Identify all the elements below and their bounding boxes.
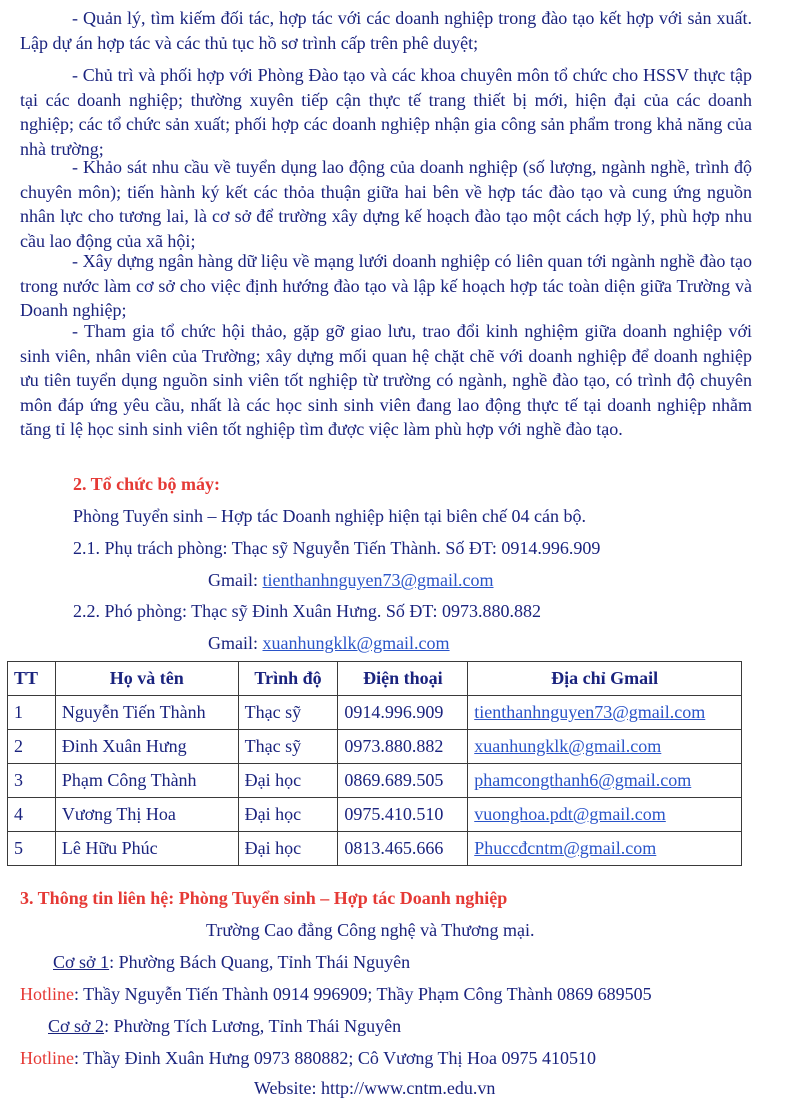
campus-2-address: : Phường Tích Lương, Tỉnh Thái Nguyên bbox=[104, 1016, 402, 1036]
staff-table bbox=[7, 661, 742, 866]
cell-phone: 0973.880.882 bbox=[338, 730, 468, 764]
duty-paragraph-4: - Xây dựng ngân hàng dữ liệu về mạng lưới doanh nghiệp có liên quan tới ngành nghề đào tạo trong nước làm cơ sở cho việc định hướng đào tạo và lập kế hoạch hợp tác toàn diện giữa Trường và Doanh nghiệp; bbox=[20, 251, 752, 321]
hotline-2-label: Hotline bbox=[20, 1048, 74, 1068]
cell-phone: 0869.689.505 bbox=[338, 764, 468, 798]
campus-2-label: Cơ sở 2 bbox=[48, 1016, 105, 1036]
cell-degree: Đại học bbox=[238, 798, 338, 832]
deputy-gmail-line bbox=[208, 633, 450, 654]
table-row bbox=[8, 764, 742, 798]
hotline-1-text: : Thầy Nguyễn Tiến Thành 0914 996909; Thầy Phạm Công Thành 0869 689505 bbox=[74, 984, 652, 1004]
cell-name: Lê Hữu Phúc bbox=[55, 832, 238, 866]
section-3-heading: 3. Thông tin liên hệ: Phòng Tuyển sinh – Hợp tác Doanh nghiệp bbox=[20, 888, 508, 908]
gmail-label: Gmail: bbox=[208, 570, 263, 590]
cell-index: 4 bbox=[8, 798, 56, 832]
deputy-line: 2.2. Phó phòng: Thạc sỹ Đinh Xuân Hưng. Số ĐT: 0973.880.882 bbox=[73, 601, 542, 621]
cell-index: 1 bbox=[8, 696, 56, 730]
column-header: Địa chỉ Gmail bbox=[468, 662, 742, 696]
cell-degree: Thạc sỹ bbox=[238, 696, 338, 730]
website-link[interactable]: http://www.cntm.edu.vn bbox=[321, 1078, 496, 1098]
hotline-2-line bbox=[20, 1048, 596, 1069]
campus-1-line bbox=[53, 952, 410, 973]
head-gmail-link[interactable]: tienthanhnguyen73@gmail.com bbox=[262, 570, 494, 590]
campus-1-label: Cơ sở 1 bbox=[53, 952, 110, 972]
head-of-office-line: 2.1. Phụ trách phòng: Thạc sỹ Nguyễn Tiến Thành. Số ĐT: 0914.996.909 bbox=[73, 538, 601, 558]
cell-degree: Thạc sỹ bbox=[238, 730, 338, 764]
cell-degree: Đại học bbox=[238, 764, 338, 798]
campus-2-line bbox=[48, 1016, 401, 1037]
head-gmail-line bbox=[208, 570, 494, 591]
website-line bbox=[254, 1078, 495, 1099]
cell-gmail-link[interactable]: xuanhungklk@gmail.com bbox=[468, 730, 742, 764]
duty-paragraph-5: - Tham gia tổ chức hội thảo, gặp gỡ giao lưu, trao đổi kinh nghiệm giữa doanh nghiệp với sinh viên, nhân viên của Trường; xây dựng mối quan hệ chặt chẽ với doanh nghiệp để doanh nghiệp ưu tiên tuyển dụng nguồn sinh viên tốt nghiệp từ trường có ngành, nghề đào tạo, có trình độ chuyên môn đáp ứng yêu cầu, nhất là các học sinh sinh viên đang lao động thực tế tại doanh nghiệp nhằm tăng tỉ lệ học sinh sinh viên tốt nghiệp tìm được việc làm phù hợp với nghề đào tạo. bbox=[20, 321, 752, 440]
section-2-heading: 2. Tổ chức bộ máy: bbox=[73, 474, 220, 494]
cell-gmail-link[interactable]: vuonghoa.pdt@gmail.com bbox=[468, 798, 742, 832]
cell-gmail-link[interactable]: tienthanhnguyen73@gmail.com bbox=[468, 696, 742, 730]
cell-degree: Đại học bbox=[238, 832, 338, 866]
cell-name: Phạm Công Thành bbox=[55, 764, 238, 798]
table-row bbox=[8, 832, 742, 866]
cell-name: Đinh Xuân Hưng bbox=[55, 730, 238, 764]
table-row bbox=[8, 730, 742, 764]
cell-phone: 0813.465.666 bbox=[338, 832, 468, 866]
cell-name: Vương Thị Hoa bbox=[55, 798, 238, 832]
column-header: Điện thoại bbox=[338, 662, 468, 696]
hotline-1-line bbox=[20, 984, 652, 1005]
column-header: Họ và tên bbox=[55, 662, 238, 696]
school-name: Trường Cao đẳng Công nghệ và Thương mại. bbox=[206, 920, 535, 940]
cell-index: 2 bbox=[8, 730, 56, 764]
website-label: Website: bbox=[254, 1078, 322, 1098]
gmail-label: Gmail: bbox=[208, 633, 263, 653]
deputy-gmail-link[interactable]: xuanhungklk@gmail.com bbox=[262, 633, 450, 653]
cell-index: 5 bbox=[8, 832, 56, 866]
cell-gmail-link[interactable]: phamcongthanh6@gmail.com bbox=[468, 764, 742, 798]
duty-paragraph-1: - Quản lý, tìm kiếm đối tác, hợp tác với các doanh nghiệp trong đào tạo kết hợp với sản xuất. Lập dự án hợp tác và các thủ tục hồ sơ trình cấp trên phê duyệt; bbox=[20, 8, 752, 53]
cell-index: 3 bbox=[8, 764, 56, 798]
hotline-1-label: Hotline bbox=[20, 984, 74, 1004]
cell-phone: 0975.410.510 bbox=[338, 798, 468, 832]
hotline-2-text: : Thầy Đinh Xuân Hưng 0973 880882; Cô Vương Thị Hoa 0975 410510 bbox=[74, 1048, 597, 1068]
column-header: TT bbox=[8, 662, 56, 696]
column-header: Trình độ bbox=[238, 662, 338, 696]
campus-1-address: : Phường Bách Quang, Tỉnh Thái Nguyên bbox=[109, 952, 411, 972]
table-header-row bbox=[8, 662, 742, 696]
staffing-line: Phòng Tuyển sinh – Hợp tác Doanh nghiệp hiện tại biên chế 04 cán bộ. bbox=[73, 506, 586, 526]
cell-phone: 0914.996.909 bbox=[338, 696, 468, 730]
cell-gmail-link[interactable]: Phuccđcntm@gmail.com bbox=[468, 832, 742, 866]
duty-paragraph-3: - Khảo sát nhu cầu về tuyển dụng lao động của doanh nghiệp (số lượng, ngành nghề, trình độ chuyên môn); tiến hành ký kết các thỏa thuận giữa hai bên về hợp tác đào tạo và cung ứng nguồn nhân lực cho tương lai, là cơ sở để trường xây dựng kế hoạch đào tạo một cách hợp lý, phù hợp nhu cầu lao động của xã hội; bbox=[20, 157, 752, 251]
duty-paragraph-2: - Chủ trì và phối hợp với Phòng Đào tạo và các khoa chuyên môn tổ chức cho HSSV thực tập tại các doanh nghiệp; thường xuyên tiếp cận thực tế trang thiết bị mới, hiện đại của các doanh nghiệp; các tổ chức sản xuất; phối hợp các doanh nghiệp nhận gia công sản phẩm trong khả năng của nhà trường; bbox=[20, 65, 752, 159]
cell-name: Nguyễn Tiến Thành bbox=[55, 696, 238, 730]
table-row bbox=[8, 696, 742, 730]
table-row bbox=[8, 798, 742, 832]
